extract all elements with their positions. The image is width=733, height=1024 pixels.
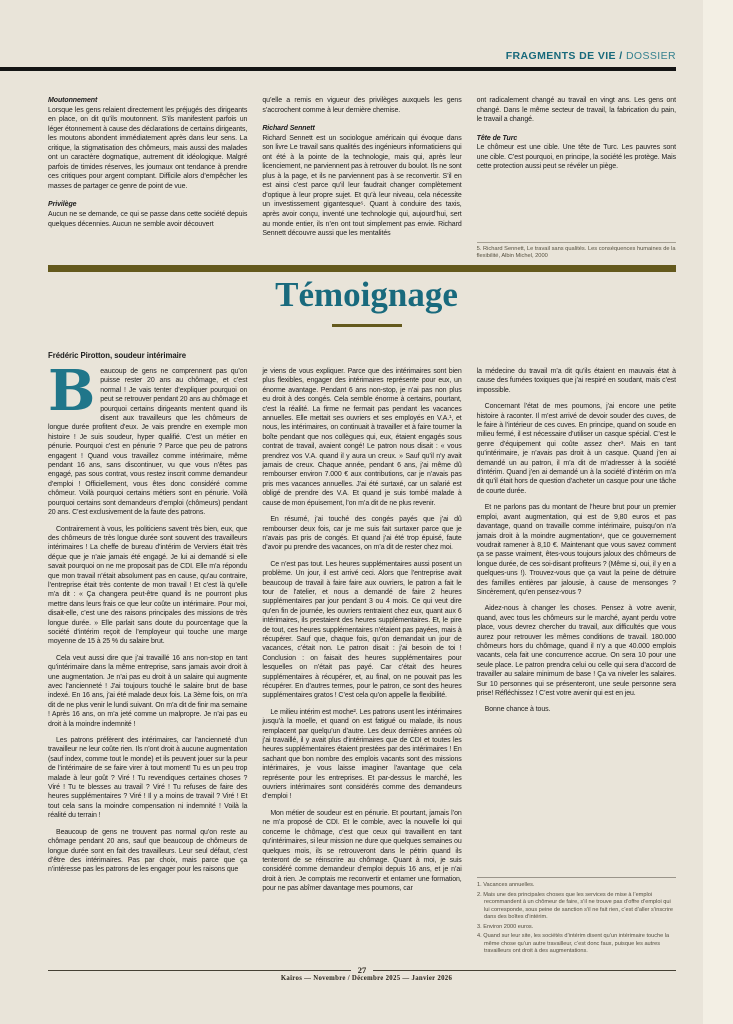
footnote-5: 5. Richard Sennett, Le travail sans qualités. Les conséquences humaines de la flexibilité, Albin Michel, 2000: [477, 242, 676, 261]
footer-rule-left: [48, 970, 351, 971]
banner-underline: [332, 324, 402, 327]
article-column-3: [477, 367, 676, 963]
journal-line: Kairos — Novembre / Décembre 2025 — Janvier 2026: [280, 975, 453, 982]
footnote-item: 3. Environ 2000 euros.: [477, 923, 534, 930]
paragraph: je viens de vous expliquer. Parce que des intérimaires sont bien plus flexibles, engager des intérimaires représente pour eux, un énorme avantage. Pendant 6 ans non-stop, je n’ai pas non plus eu droit à des congés. Cela semble énorme à certains, pourtant, c’est la réalité. La firme ne fermait pas pendant les vacances annuelles. Elle mettait ses ouvriers et ses employés en V.A.¹, et nous, les intérimaires, on continuait à travailler et à faire tourner la boîte pendant que nos collègues qui, eux, étaient engagés sous contrat de travail, avaient congé! Le patron nous disait : « vous prendrez vos V.A. quand il y aura un creux. » Sauf qu’il n’y avait jamais de creux. Chaque année, pendant 6 ans, j’ai même dû rembourser environ 7.000 € aux contributions, car je n’avais pas pris mes vacances annuelles. J’ai été surtaxé, car un salarié est obligé de prendre des V.A. Et quand je suis tombé malade à cause de mon épuisement, l’on m’a dit de ne plus revenir.: [262, 368, 462, 507]
paragraph: Concernant l’état de mes poumons, j’ai encore une petite histoire à raconter. Il m’est arrivé de devoir souder des cuves, de le faire à l’intérieur de ces cuves. En principe, quand on soude en milieu fermé, il est nécessaire d’utiliser un casque spécial. C’est le genre d’équipement qui coûte assez cher³. Mais en tant qu’intérimaire, je n’avais pas droit à un casque. Quand j’en ai demandé un au patron, il m’a dit de m’adresser à la société d’intérim. Quand j’en ai demandé un à la société d’intérim on m’a dit qu’il était hors de question d’acheter un casque pour une tâche de courte durée.: [476, 403, 676, 495]
footnote-item: 1. Vacances annuelles.: [477, 882, 535, 888]
paragraph-dropcap: [48, 367, 247, 518]
paragraph: Les patrons préfèrent des intérimaires, car l’ancienneté d’un travailleur ne leur coûte rien. Ils n’ont droit à aucune augmentation (sauf index, comme tout le monde) et ils peuvent jouer sur la peur de l’intérimaire de se faire virer à tout moment! Tu es un peu trop malade à leur goût ? Viré ! Tu revendiques certaines choses ? Viré ! Tu te blesses au travail ? Viré ! Tu refuses de faire des heures supplémentaires ? Viré ! Il y a moins de travail ? Viré ! Et tout cela sans la moindre compensation ni indemnité ! Voilà la réalité du terrain !: [48, 737, 248, 820]
header-rule: [0, 67, 676, 71]
intro-column-3: [477, 96, 676, 265]
page-number: 27: [357, 965, 367, 975]
divider-bar: [48, 265, 676, 272]
paragraph: la médecine du travail m’a dit qu’ils étaient en mauvais état à cause des fumées toxiques que j’ai respiré en soudant, mais c’est impossible.: [476, 368, 676, 394]
section-title: FRAGMENTS DE VIE /: [505, 50, 623, 62]
intro-paragraph: Le chômeur est une cible. Une tête de Turc. Les pauvres sont une cible. C’est pourquoi, en principe, la société les protège. Mais cette protection aussi peut se révéler un piège.: [476, 144, 676, 171]
paragraph: Beaucoup de gens ne trouvent pas normal qu’on reste au chômage pendant 20 ans, sauf que beaucoup de chômeurs de longue durée sont en fait des travailleurs. Leur seul défaut, c’est d’être des intérimaires. Pas par choix, mais parce que ça n’intéresse pas les patrons de les engager pour les raisons que: [48, 828, 248, 874]
paragraph: Le milieu intérim est moche². Les patrons usent les intérimaires jusqu’à la moelle, et quand on est fatigué ou malade, ils nous remplacent par quelqu’un d’autre. Les deux dernières années où j’ai travaillé, il y avait plus d’intérimaires que de CDI et toutes les heures supplémentaires étaient prestées par des intérimaires ! En sachant que bon nombre des emplois vacants sont des missions intérimaires, je vous laisse imaginer l’avantage que cela représente pour les entreprises. Et par-dessus le marché, les ouvriers intérimaires sont considérés comme des demandeurs d’emploi !: [262, 708, 462, 801]
paragraph: Bonne chance à tous.: [484, 706, 551, 714]
footer: [48, 965, 676, 975]
intro-section: [48, 96, 676, 265]
article-byline: Frédéric Pirotton, soudeur intérimaire: [48, 351, 187, 360]
intro-column-1: [48, 96, 247, 265]
banner-title: Témoignage: [275, 275, 458, 314]
intro-paragraph: qu’elle a remis en vigueur des privilèges auxquels les gens s’accrochent comme à leur dernière chemise.: [262, 97, 462, 114]
intro-heading: Richard Sennett: [262, 125, 315, 133]
article-column-2: [262, 367, 461, 963]
intro-paragraph: Richard Sennett est un sociologue américain qui évoque dans son livre Le travail sans qualités des ingénieurs informaticiens qui ont été à la pointe de la technologie, mais qui, après leur licenciement, ne parviennent pas à retrouver du boulot. Ils ne sont plus à la page, et ils ne parviennent pas à se reconvertir. S’il en est ainsi c’est parce qu’il leur faudrait changer complètement d’optique à leur propre sujet. Et qu’à leur niveau, cela nécessite un investissement gigantesque⁵. Quant à conduire des taxis, après avoir conçu, inventé une technologie qui, aujourd’hui, sert au monde entier, ils n’en ont tout simplement pas envie. Richard Sennett découvre aussi que les mentalités: [262, 134, 462, 238]
intro-heading: Tête de Turc: [476, 134, 518, 142]
intro-paragraph: Aucun ne se demande, ce qui se passe dans cette société depuis quelques décennies. Aucun ne semble avoir découvert: [48, 211, 248, 228]
intro-paragraph: ont radicalement changé au travail en vingt ans. Les gens ont changé. Dans le même secteur de travail, la fabrication du pain, le travail a changé.: [476, 97, 676, 124]
paragraph-text: eaucoup de gens ne comprennent pas qu’on puisse rester 20 ans au chômage, et c’est normal ! Je vais tenter d’expliquer pourquoi on peut se retrouver pendant 20 ans au chômage et pourquoi certains dirigeants mentent quand ils disent aux travailleurs que les chômeurs de longue durée profitent d’eux. Je vais prendre en exemple mon histoire ! Je suis soudeur, hyper qualifié. C’est un métier en pénurie. Pourquoi c’est en pénurie ? Parce que peu de patrons engagent ! Quand vous travaillez comme intérimaire, même pendant 16 ans, sans discontinuer, vu que vous n’êtes pas engagé, pas sous contrat, vous restez inscrit comme demandeur d’emploi ! Officiellement, vous êtes donc considéré comme chômeur. Voilà pourquoi certains métiers sont en pénurie. Voilà pourquoi certains sont demandeurs d’emploi (chômeurs) pendant 20 ans. C’est exclusivement de la faute des patrons.: [48, 368, 248, 517]
paragraph: Mon métier de soudeur est en pénurie. Et pourtant, jamais l’on ne m’a proposé de CDI. Et le comble, avec la nouvelle loi qui concerne le chômage, c’est que ceux qui travaillent en tant qu’intérimaires, si leur mission ne dure que quelques semaines ou quelques mois, ils se retrouveront dans le pétrin quand ils tenteront de se réinscrire au chômage. Quant à moi, je suis considéré comme demandeur d’emploi depuis 16 ans, et je n’ai droit à rien. Je comptais me reconvertir et entamer une formation, pour ne pas abîmer davantage mes poumons, car: [262, 809, 462, 893]
paper-edge: [703, 0, 733, 1024]
intro-heading: Moutonnement: [48, 97, 98, 104]
article-footnotes: [477, 877, 676, 958]
footer-rule-right: [373, 970, 676, 971]
footnote-item: 2. Mais une des principales choses que les services de mise à l’emploi recommandent à un chômeur de faire, s’il ne trouve pas d’offre d’emploi qui lui corresponde, sous peine de sanction s’il ne fait rien, c’est d’aller s’inscrire dans des boîtes d’intérim.: [477, 891, 674, 920]
section-header: [506, 50, 676, 62]
intro-heading: Privilège: [48, 201, 77, 209]
intro-paragraph: Lorsque les gens relaient directement les préjugés des dirigeants en place, on dit qu’ils moutonnent. S’ils manifestent parfois un léger étonnement à cause des déclarations de certains dirigeants, les moutons abondent immédiatement après dans leur sens. La critique, la stigmatisation des chômeurs, mais aussi des malades ont un caractère dogmatique, autrement dit idéologique. Malgré parfois de timides réserves, les journaux ont tendance à prendre ces critiques pour argent comptant. Difficile alors d’empêcher les masses de partager ce genre de point de vue.: [48, 106, 248, 190]
paragraph: Aidez-nous à changer les choses. Pensez à votre avenir, quand, avec tous les chômeurs sur le marché, ayant perdu votre place, vous devrez chercher du travail, aux difficultés que vous aurez pour retrouver les mêmes conditions de travail. 180.000 chômeurs hors du chômage, quand il n’y a que 40.000 emplois vacants, cela fait une concurrence accrue. On sera 10 pour une seule place. Le patron prendra celui ou celle qui sera d’accord de travailler au salaire minimum de base ! Ça va niveler les salaires. Sur 10 personnes qui se présenteront, une seule personne sera prise! Réfléchissez ! C’est votre avenir qui est en jeu.: [476, 605, 676, 697]
paragraph: Ce n’est pas tout. Les heures supplémentaires aussi posent un problème. Un jour, il est arrivé ceci. Alors que l’entreprise avait beaucoup de travail à faire faire aux ouvriers, le patron a fait le tour de l’atelier, et nous a demandé de faire 2 heures supplémentaires par jour pendant 3 ou 4 mois. Ce qui veut dire qu’en fin de journée, les ouvriers rentraient chez eux, quant aux 6 intérimaires, ils prestaient des heures supplémentaires. Et, le pire de tout, ces heures supplémentaires n’étaient pas payées, mais à récupérer. Sauf que, chaque fois, qu’on demandait un jour de vacances, c’était non. Le patron disait : j’ai besoin de toi ! Conclusion : on faisait des heures supplémentaires pour lesquelles on n’était pas payé. Car c’était des heures supplémentaires à récupérer, et, au final, on ne pouvait pas les récupérer. En d’autres termes, pour le patron, ce sont des heures supplémentaires gratos ! C’est cela qu’on appelle la flexibilité.: [262, 560, 462, 700]
paragraph: Et ne parlons pas du montant de l’heure brut pour un premier emploi, avant augmentation, qui est de 9,80 euros et pas davantage, quand on travaille comme intérimaire, puisqu’on n’a jamais droit à la moindre augmentation⁴, que ce gouvernement voudrait ramener à 8,10 €. Maintenant que vous savez comment ça se passe vraiment, êtes-vous toujours jaloux des chômeurs de longue durée, de ces soi-disant profiteurs ? (Même si, oui, il y en a quelques-uns !). Trouvez-vous que ça vaut la peine de détruire des familles entières par jalousie, à cause de mensonges ? Sincèrement, qu’en pensez-vous ?: [476, 504, 676, 596]
article-columns: [48, 367, 676, 963]
article-column-1: [48, 367, 247, 963]
section-subtitle: DOSSIER: [625, 50, 676, 62]
paragraph: En résumé, j’ai touché des congés payés que j’ai dû rembourser deux fois, car je me suis fait surtaxer parce que je n’avais pas pris de congés. Et quand j’ai été trop épuisé, faute d’avoir pu prendre des vacances, on m’a dit de rester chez moi.: [262, 516, 462, 552]
paragraph: Contrairement à vous, les politiciens savent très bien, eux, que des chômeurs de très longue durée sont souvent des travailleurs intérimaires ! La cheffe de bureau d’intérim de Verviers était très déçue que je n’aie jamais été engagé. Je lui ai demandé si elle savait pourquoi on ne me proposait pas de CDI. Elle m’a répondu que mon travail n’était absolument pas en cause, qu’au contraire, l’entreprise était très contente de mon travail ! Et c’est là qu’elle m’a dit : « Ça changera peut-être quand ils ne pourront plus mettre dans leurs frais ce que leur coûte un intérimaire. Pour moi, disait-elle, c’est une des raisons principales des missions de très longue durée. » Elle parlait sans doute du pourcentage que la société d’intérim reçoit de l’employeur qui touche une marge moyenne de 15 à 25 % du salaire brut.: [48, 525, 248, 646]
footnote-item: 4. Quand sur leur site, les sociétés d’intérim disent qu’un intérimaire touche la même chose qu’un autre travailleur, c’est donc faux, puisque les autres travailleurs ont droit à des augmentations.: [477, 933, 670, 954]
intro-column-2: [262, 96, 461, 265]
paragraph: Cela veut aussi dire que j’ai travaillé 16 ans non-stop en tant qu’intérimaire dans la même entreprise, sans jamais avoir droit à une augmentation. Je n’ai pas eu droit à un salaire qui augmente avec l’ancienneté ! J’ai toujours touché le salaire brut de base indexé. En 16 ans, j’ai été malade deux fois. La 3ème fois, on m’a dit de ne plus venir le lundi suivant. On m’a dit de finir ma semaine ! Après 16 ans, on m’a jeté comme un malpropre. Je n’ai pas eu droit à la moindre indemnité !: [48, 654, 248, 728]
drop-cap: B: [48, 367, 96, 424]
